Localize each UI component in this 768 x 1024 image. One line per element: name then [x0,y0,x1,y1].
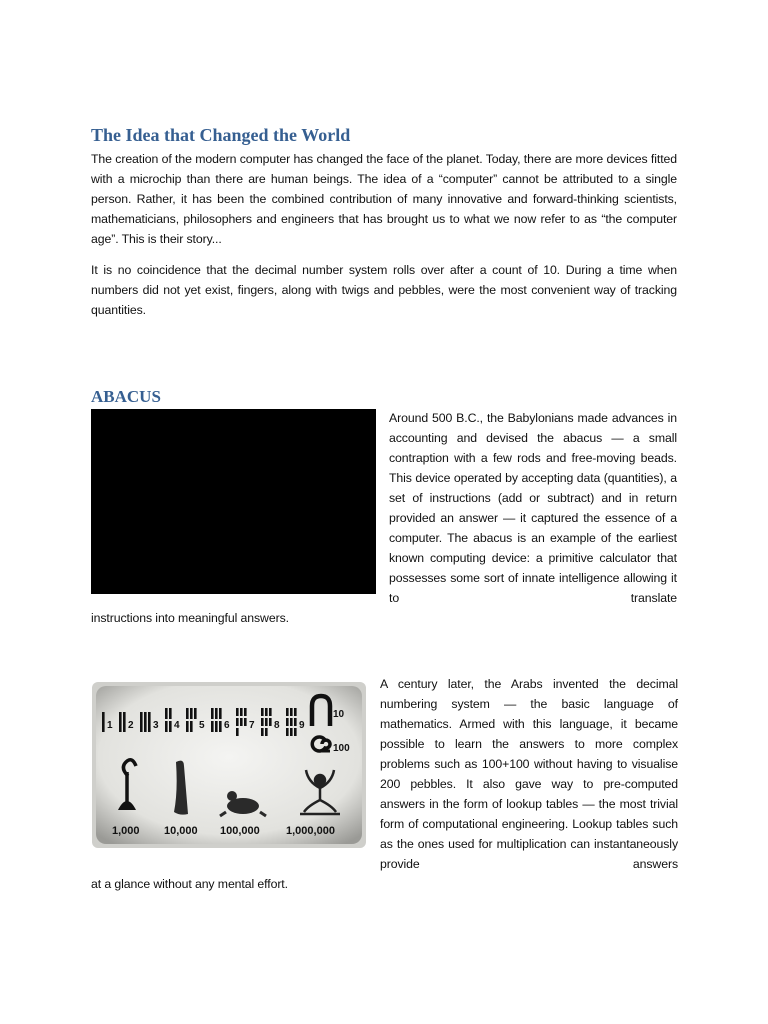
numeral-stroke [169,721,172,732]
digit-label: 9 [299,720,305,731]
main-heading-text: The Idea that Changed the World [91,125,351,145]
numeral-stroke [215,708,218,719]
abacus-paragraph: Around 500 B.C., the Babylonians made advances in accounting and devised the abacus — a small contraption with a few rods and free-moving beads. This device operated by accepting data (quantities), a set of instructions (add or subtract) and in return provided an answer — it captured the essence of a computer. The abacus is an example of the earliest known computing device: a primitive calculator that possesses some sort of innate intelligence allowing it to translate [389,411,677,605]
numeral-tablet-svg [92,682,366,848]
numeral-stroke [286,718,289,726]
label-ten: 10 [333,709,345,720]
abacus-heading: ABACUS [91,387,161,406]
numeral-stroke [290,708,293,716]
numeral-stroke [269,718,272,726]
numeral-stroke [119,712,122,732]
numeral-stroke [294,708,297,716]
digit-label: 7 [249,720,255,731]
numeral-stroke [219,708,222,719]
label-million: 1,000,000 [286,825,335,837]
numeral-stroke [269,708,272,716]
digit-label: 1 [107,720,113,731]
numeral-stroke [140,712,143,732]
numeral-stroke [265,718,268,726]
numeral-stroke [186,721,189,732]
numeral-stroke [290,728,293,736]
label-thousand: 1,000 [112,825,140,837]
digit-label: 5 [199,720,205,731]
numeral-stroke [102,712,105,732]
decimal-paragraph: A century later, the Arabs invented the decimal numbering system — the basic language of mathematics. Armed with this language, it became possible to learn the answers to more complex problems such as 100+100 without having to visualise 200 pebbles. It also gave way to pre-computed answers in the form of lookup tables — the most trivial form of computational engineering. Lookup tables such as the ones used for multiplication can instantaneously provide answers [380,677,678,871]
numeral-stroke [211,708,214,719]
numeral-stroke [261,718,264,726]
intro-paragraph-1: The creation of the modern computer has changed the face of the planet. Today, there are more devices fitted with a microchip than there are human beings. The idea of a “computer” cannot be attributed to a single person. Rather, it has been the combined contribution of many innovative and forward-thinking scientists, mathematicians, philosophers and engineers that has brought us to what we now refer to as “the computer age”. This is their story... [91,152,677,246]
label-hundred: 100 [333,743,350,754]
numeral-stroke [240,708,243,716]
numeral-stroke [294,728,297,736]
egyptian-numerals-image [92,682,366,848]
digit-label: 2 [128,720,134,731]
numeral-stroke [219,721,222,732]
digit-label: 3 [153,720,159,731]
digit-label: 6 [224,720,230,731]
numeral-stroke [290,718,293,726]
main-heading [91,124,350,146]
numeral-stroke [236,718,239,726]
numeral-stroke [194,708,197,719]
digit-label: 8 [274,720,280,731]
numeral-stroke [265,708,268,716]
abacus-video-placeholder[interactable] [91,409,376,594]
numeral-stroke [286,728,289,736]
numeral-stroke [144,712,147,732]
numeral-stroke [236,708,239,716]
intro-paragraph-2: It is no coincidence that the decimal number system rolls over after a count of 10. During a time when numbers did not yet exist, fingers, along with twigs and pebbles, were the most convenient way of tracking quantities. [91,263,677,317]
numeral-stroke [286,708,289,716]
numeral-stroke [240,718,243,726]
numeral-stroke [261,728,264,736]
numeral-stroke [244,708,247,716]
numeral-stroke [169,708,172,719]
digit-label: 4 [174,720,180,731]
numeral-stroke [186,708,189,719]
decimal-paragraph-tail: at a glance without any mental effort. [91,877,288,891]
numeral-stroke [148,712,151,732]
numeral-stroke [123,712,126,732]
numeral-stroke [261,708,264,716]
numeral-stroke [215,721,218,732]
numeral-stroke [190,708,193,719]
label-hundred-thousand: 100,000 [220,825,260,837]
numeral-stroke [294,718,297,726]
numeral-stroke [244,718,247,726]
abacus-paragraph-tail: instructions into meaningful answers. [91,611,289,625]
numeral-stroke [211,721,214,732]
numeral-stroke [190,721,193,732]
numeral-stroke [165,708,168,719]
numeral-stroke [165,721,168,732]
numeral-stroke [265,728,268,736]
label-ten-thousand: 10,000 [164,825,198,837]
numeral-stroke [236,728,239,736]
